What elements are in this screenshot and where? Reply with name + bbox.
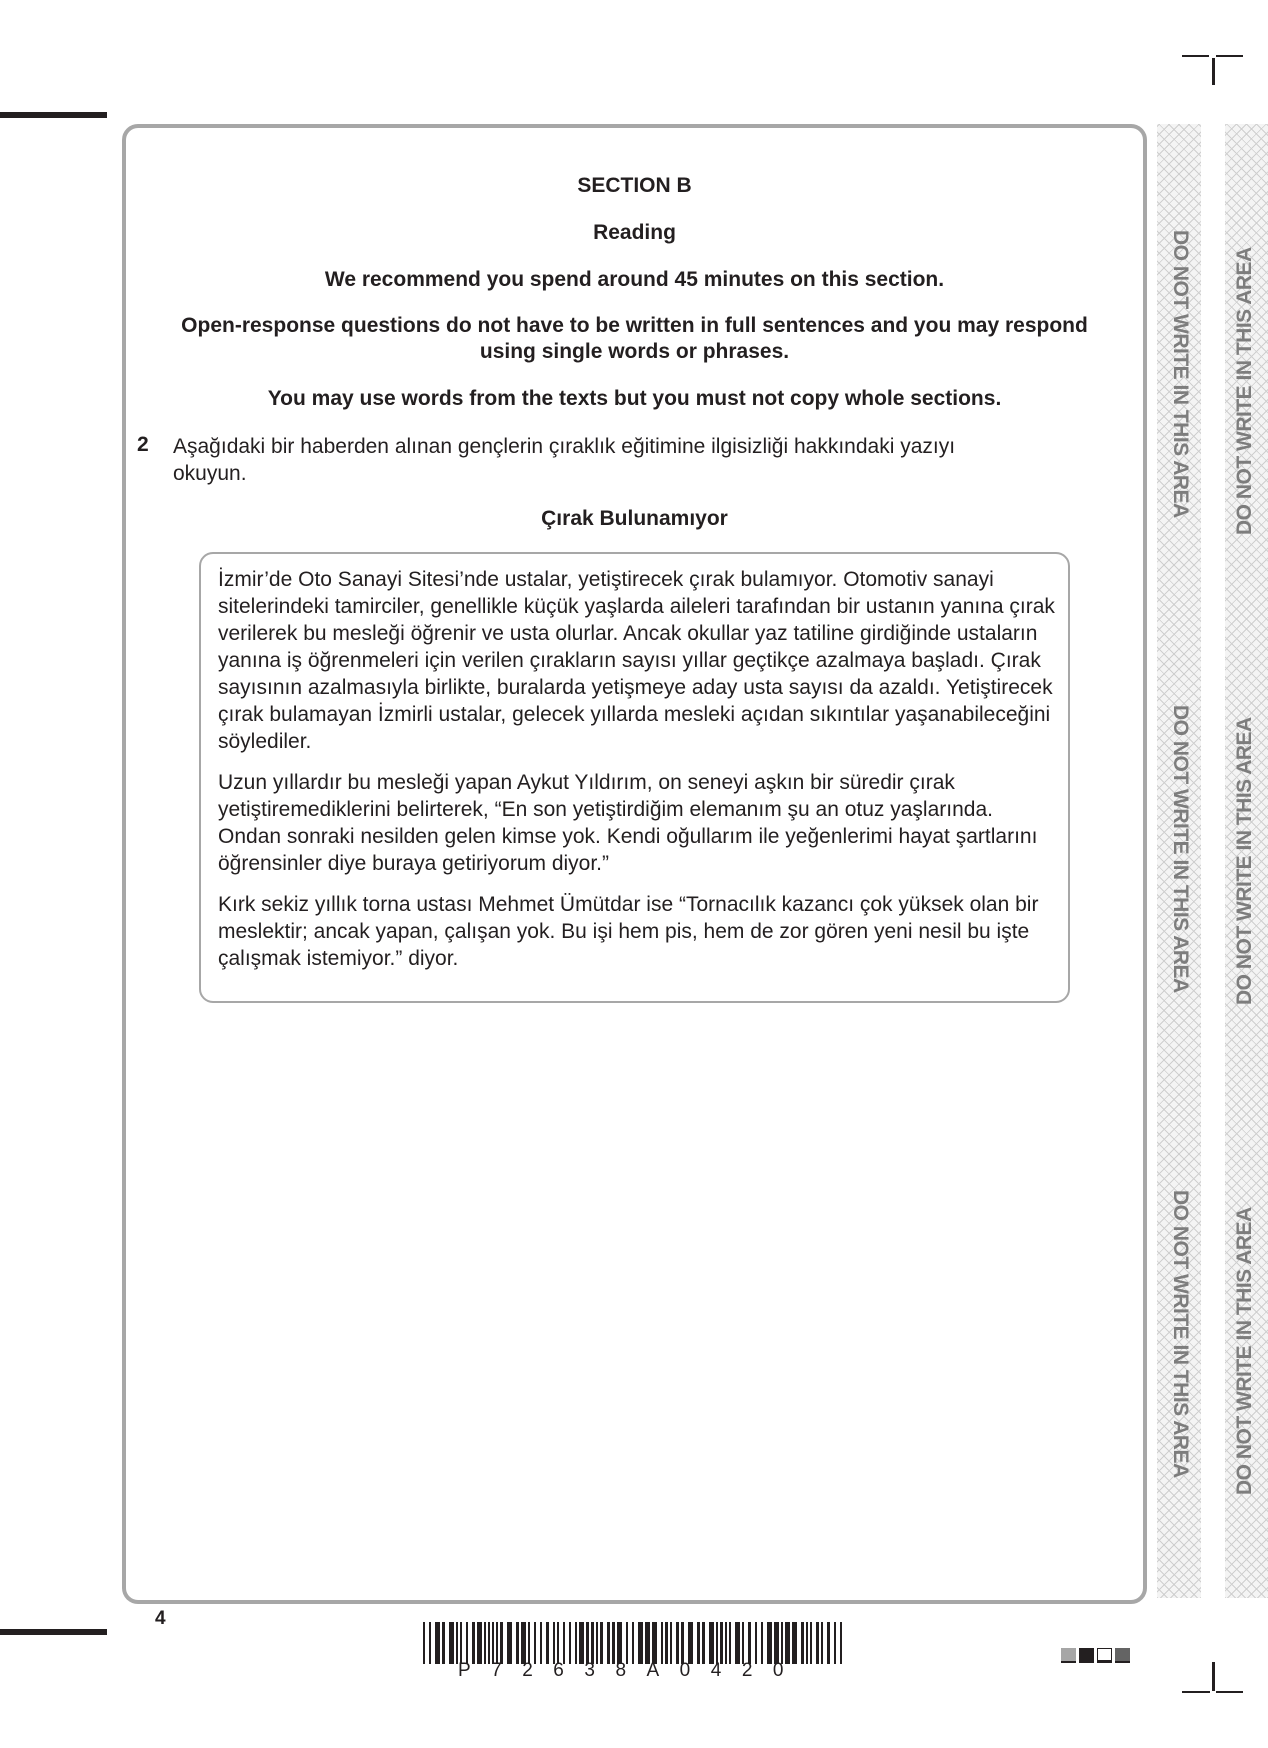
crop-mark-top-left-line (1182, 55, 1209, 57)
color-swatch (1097, 1648, 1112, 1663)
margin-warning-label: DO NOT WRITE IN THIS AREA (1169, 230, 1192, 518)
time-advice: We recommend you spend around 45 minutes on this section. (324, 268, 945, 291)
instruction-line-2: using single words or phrases. (479, 340, 790, 363)
margin-warning-label: DO NOT WRITE IN THIS AREA (1233, 717, 1256, 1005)
margin-warning-label: DO NOT WRITE IN THIS AREA (1169, 705, 1192, 993)
passage-text (218, 566, 1058, 986)
passage-title: Çırak Bulunamıyor (541, 507, 728, 530)
section-subject: Reading (593, 221, 676, 244)
passage-paragraph-1: İzmir’de Oto Sanayi Sitesi’nde ustalar, yetiştirecek çırak bulamıyor. Otomotiv sanayi sitelerindeki tamirciler, genellikle küçük yaşlarda aileleri tarafından bir ustanın yanına çırak verilerek bu mesleği öğrenir ve usta olurlar. Ancak okullar yaz tatiline girdiğinde ustaların yanına iş öğrenmeleri için verilen çırakların sayısı yıllar geçtikçe azalmaya başladı. Çırak sayısının azalmasıyla birlikte, buralarda yetişmeye aday usta sayısı da azaldı. Yetiştirecek çırak bulamayan İzmirli ustalar, gelecek yıllarda mesleki açıdan sıkıntılar yaşanabileceğini söylediler. (218, 568, 1055, 753)
page-number: 4 (155, 1608, 166, 1629)
copy-warning: You may use words from the texts but you must not copy whole sections. (267, 387, 1002, 410)
passage-paragraph-3: Kırk sekiz yıllık torna ustası Mehmet Ümütdar ise “Tornacılık kazancı çok yüksek olan bir meslektir; ancak yapan, çalışan yok. Bu işi hem pis, hem de zor gören yeni nesil bu işte çalışmak istemiyor.” diyor. (218, 893, 1039, 970)
margin-warning-label: DO NOT WRITE IN THIS AREA (1169, 1190, 1192, 1478)
margin-warning-label: DO NOT WRITE IN THIS AREA (1233, 247, 1256, 535)
registration-bar-bottom (0, 1629, 107, 1635)
barcode-bar (840, 1622, 842, 1664)
section-heading: SECTION B (577, 174, 692, 197)
question-number: 2 (137, 433, 149, 456)
passage-box (199, 552, 1070, 1003)
registration-bar-top (0, 112, 107, 118)
margin-strip-inner (1157, 124, 1201, 1598)
color-swatch (1079, 1648, 1094, 1663)
color-swatch (1061, 1648, 1076, 1663)
color-swatch (1115, 1648, 1130, 1663)
crop-mark-top-vertical (1212, 58, 1215, 85)
passage-paragraph-2: Uzun yıllardır bu mesleği yapan Aykut Yıldırım, on seneyi aşkın bir süredir çırak yetiştiremediklerini belirterek, “En son yetiştirdiğim elemanım şu an otuz yaşlarında. Ondan sonraki nesilden gelen kimse yok. Kendi oğullarım ile yeğenlerimi hayat şartlarını öğrensinler diye buraya getiriyorum diyor.” (218, 771, 1038, 875)
color-swatches (1061, 1648, 1130, 1663)
question-prompt: Aşağıdaki bir haberden alınan gençlerin çıraklık eğitimine ilgisizliği hakkındaki yazıyı okuyun. (173, 435, 956, 485)
crop-mark-top-right-line (1216, 55, 1243, 57)
barcode-text: P72638A0420 (458, 1660, 804, 1681)
instruction-line-1: Open-response questions do not have to be written in full sentences and you may respond (181, 314, 1088, 337)
crop-mark-bottom-right-line (1216, 1691, 1243, 1693)
crop-mark-bottom-left-line (1182, 1691, 1210, 1693)
margin-warning-label: DO NOT WRITE IN THIS AREA (1233, 1207, 1256, 1495)
crop-mark-bottom-vertical (1212, 1662, 1215, 1691)
margin-strip-outer (1225, 124, 1268, 1598)
barcode (423, 1622, 843, 1664)
